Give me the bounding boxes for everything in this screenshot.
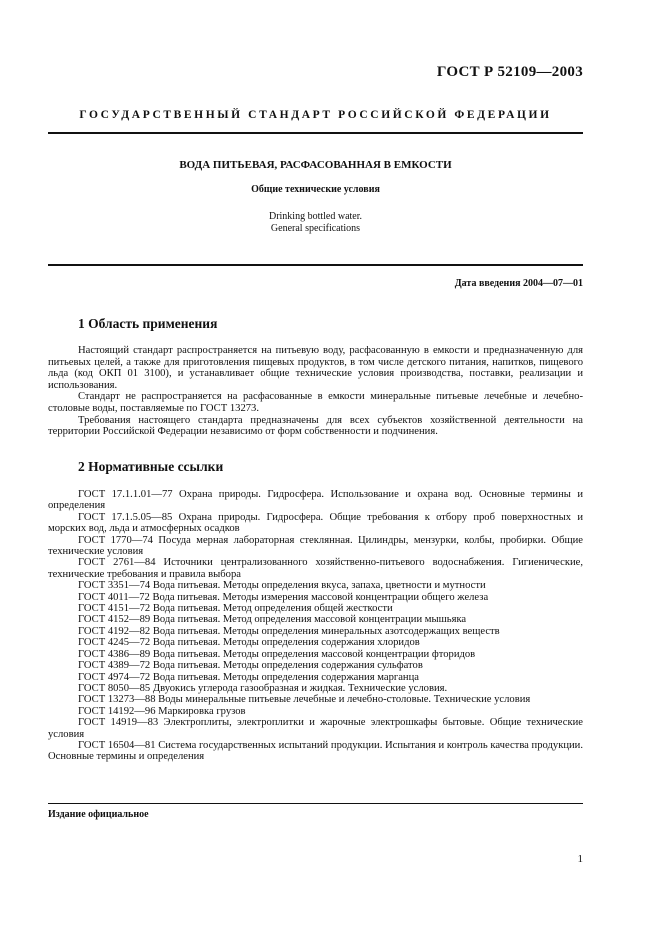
section1-paragraph: Настоящий стандарт распространяется на питьевую воду, расфасованную в емкости и предназначенную для питьевых целей, а также для приготовления пищевых продуктов, в том числе детского питания, напитков, пищевого льда (код ОКП 01 3100), и устанавливает общие технические условия производства, поставки, реализации и использования. bbox=[48, 345, 583, 391]
reference-item: ГОСТ 4152—89 Вода питьевая. Метод определения массовой концентрации мышьяка bbox=[78, 614, 467, 626]
page-number: 1 bbox=[577, 853, 583, 865]
references-list bbox=[48, 489, 583, 763]
reference-item: ГОСТ 4011—72 Вода питьевая. Методы измерения массовой концентрации общего железа bbox=[78, 591, 489, 603]
reference-item: ГОСТ 14919—83 Электроплиты, электроплитки и жарочные электрошкафы бытовые. Общие технические условия bbox=[48, 717, 583, 740]
english-title-line2: General specifications bbox=[270, 223, 361, 234]
reference-item: ГОСТ 14192—96 Маркировка грузов bbox=[78, 705, 246, 717]
reference-item: ГОСТ 17.1.5.05—85 Охрана природы. Гидросфера. Общие требования к отбору проб поверхностных и морских вод, льда и атмосферных осадков bbox=[48, 511, 583, 535]
section1-paragraph: Требования настоящего стандарта предназначены для всех субъектов хозяйственной деятельности на территории Российской Федерации независимо от форм собственности и подчинения. bbox=[48, 414, 583, 438]
official-edition-label: Издание официальное bbox=[48, 809, 149, 820]
reference-item: ГОСТ 4245—72 Вода питьевая. Методы определения содержания хлоридов bbox=[78, 637, 420, 649]
document-subtitle: Общие технические условия bbox=[251, 184, 380, 195]
english-title bbox=[48, 211, 583, 235]
reference-item: ГОСТ 2761—84 Источники централизованного хозяйственно-питьевого водоснабжения. Гигиенические, технические требования и правила выбора bbox=[48, 557, 583, 580]
reference-item: ГОСТ 4192—82 Вода питьевая. Методы определения минеральных азотсодержащих веществ bbox=[78, 625, 500, 637]
footer-rule bbox=[48, 803, 583, 804]
reference-item: ГОСТ 4386—89 Вода питьевая. Методы определения массовой концентрации фторидов bbox=[78, 648, 476, 660]
reference-item: ГОСТ 4974—72 Вода питьевая. Методы определения содержания марганца bbox=[78, 671, 419, 683]
reference-item: ГОСТ 8050—85 Двуокись углерода газообразная и жидкая. Технические условия. bbox=[78, 682, 448, 694]
section1-heading: 1 Область применения bbox=[78, 316, 218, 331]
reference-item: ГОСТ 4151—72 Вода питьевая. Метод определения общей жесткости bbox=[78, 603, 393, 615]
reference-item: ГОСТ 1770—74 Посуда мерная лабораторная стеклянная. Цилиндры, мензурки, колбы, пробирки. Общие технические условия bbox=[48, 534, 583, 558]
reference-item: ГОСТ 16504—81 Система государственных испытаний продукции. Испытания и контроль качества продукции. Основные термины и определения bbox=[48, 739, 583, 763]
section2-heading: 2 Нормативные ссылки bbox=[78, 459, 224, 474]
english-title-line1: Drinking bottled water. bbox=[268, 211, 363, 222]
reference-item: ГОСТ 4389—72 Вода питьевая. Методы определения содержания сульфатов bbox=[78, 660, 423, 672]
reference-item: ГОСТ 13273—88 Воды минеральные питьевые лечебные и лечебно-столовые. Технические условия bbox=[78, 694, 531, 706]
standard-code: ГОСТ Р 52109—2003 bbox=[436, 64, 583, 80]
header-rule bbox=[48, 132, 583, 134]
title-rule bbox=[48, 264, 583, 266]
introduction-date: Дата введения 2004—07—01 bbox=[454, 278, 583, 289]
standard-title: ГОСУДАРСТВЕННЫЙ СТАНДАРТ РОССИЙСКОЙ ФЕДЕРАЦИИ bbox=[79, 109, 552, 121]
reference-item: ГОСТ 3351—74 Вода питьевая. Методы определения вкуса, запаха, цветности и мутности bbox=[78, 580, 486, 592]
reference-item: ГОСТ 17.1.1.01—77 Охрана природы. Гидросфера. Использование и охрана вод. Основные термины и определения bbox=[48, 489, 583, 512]
section1-paragraph: Стандарт не распространяется на расфасованные в емкости минеральные питьевые лечебные и лечебно-столовые воды, поставляемые по ГОСТ 13273. bbox=[48, 391, 583, 414]
document-title: ВОДА ПИТЬЕВАЯ, РАСФАСОВАННАЯ В ЕМКОСТИ bbox=[179, 159, 452, 171]
section1-body bbox=[48, 345, 583, 438]
